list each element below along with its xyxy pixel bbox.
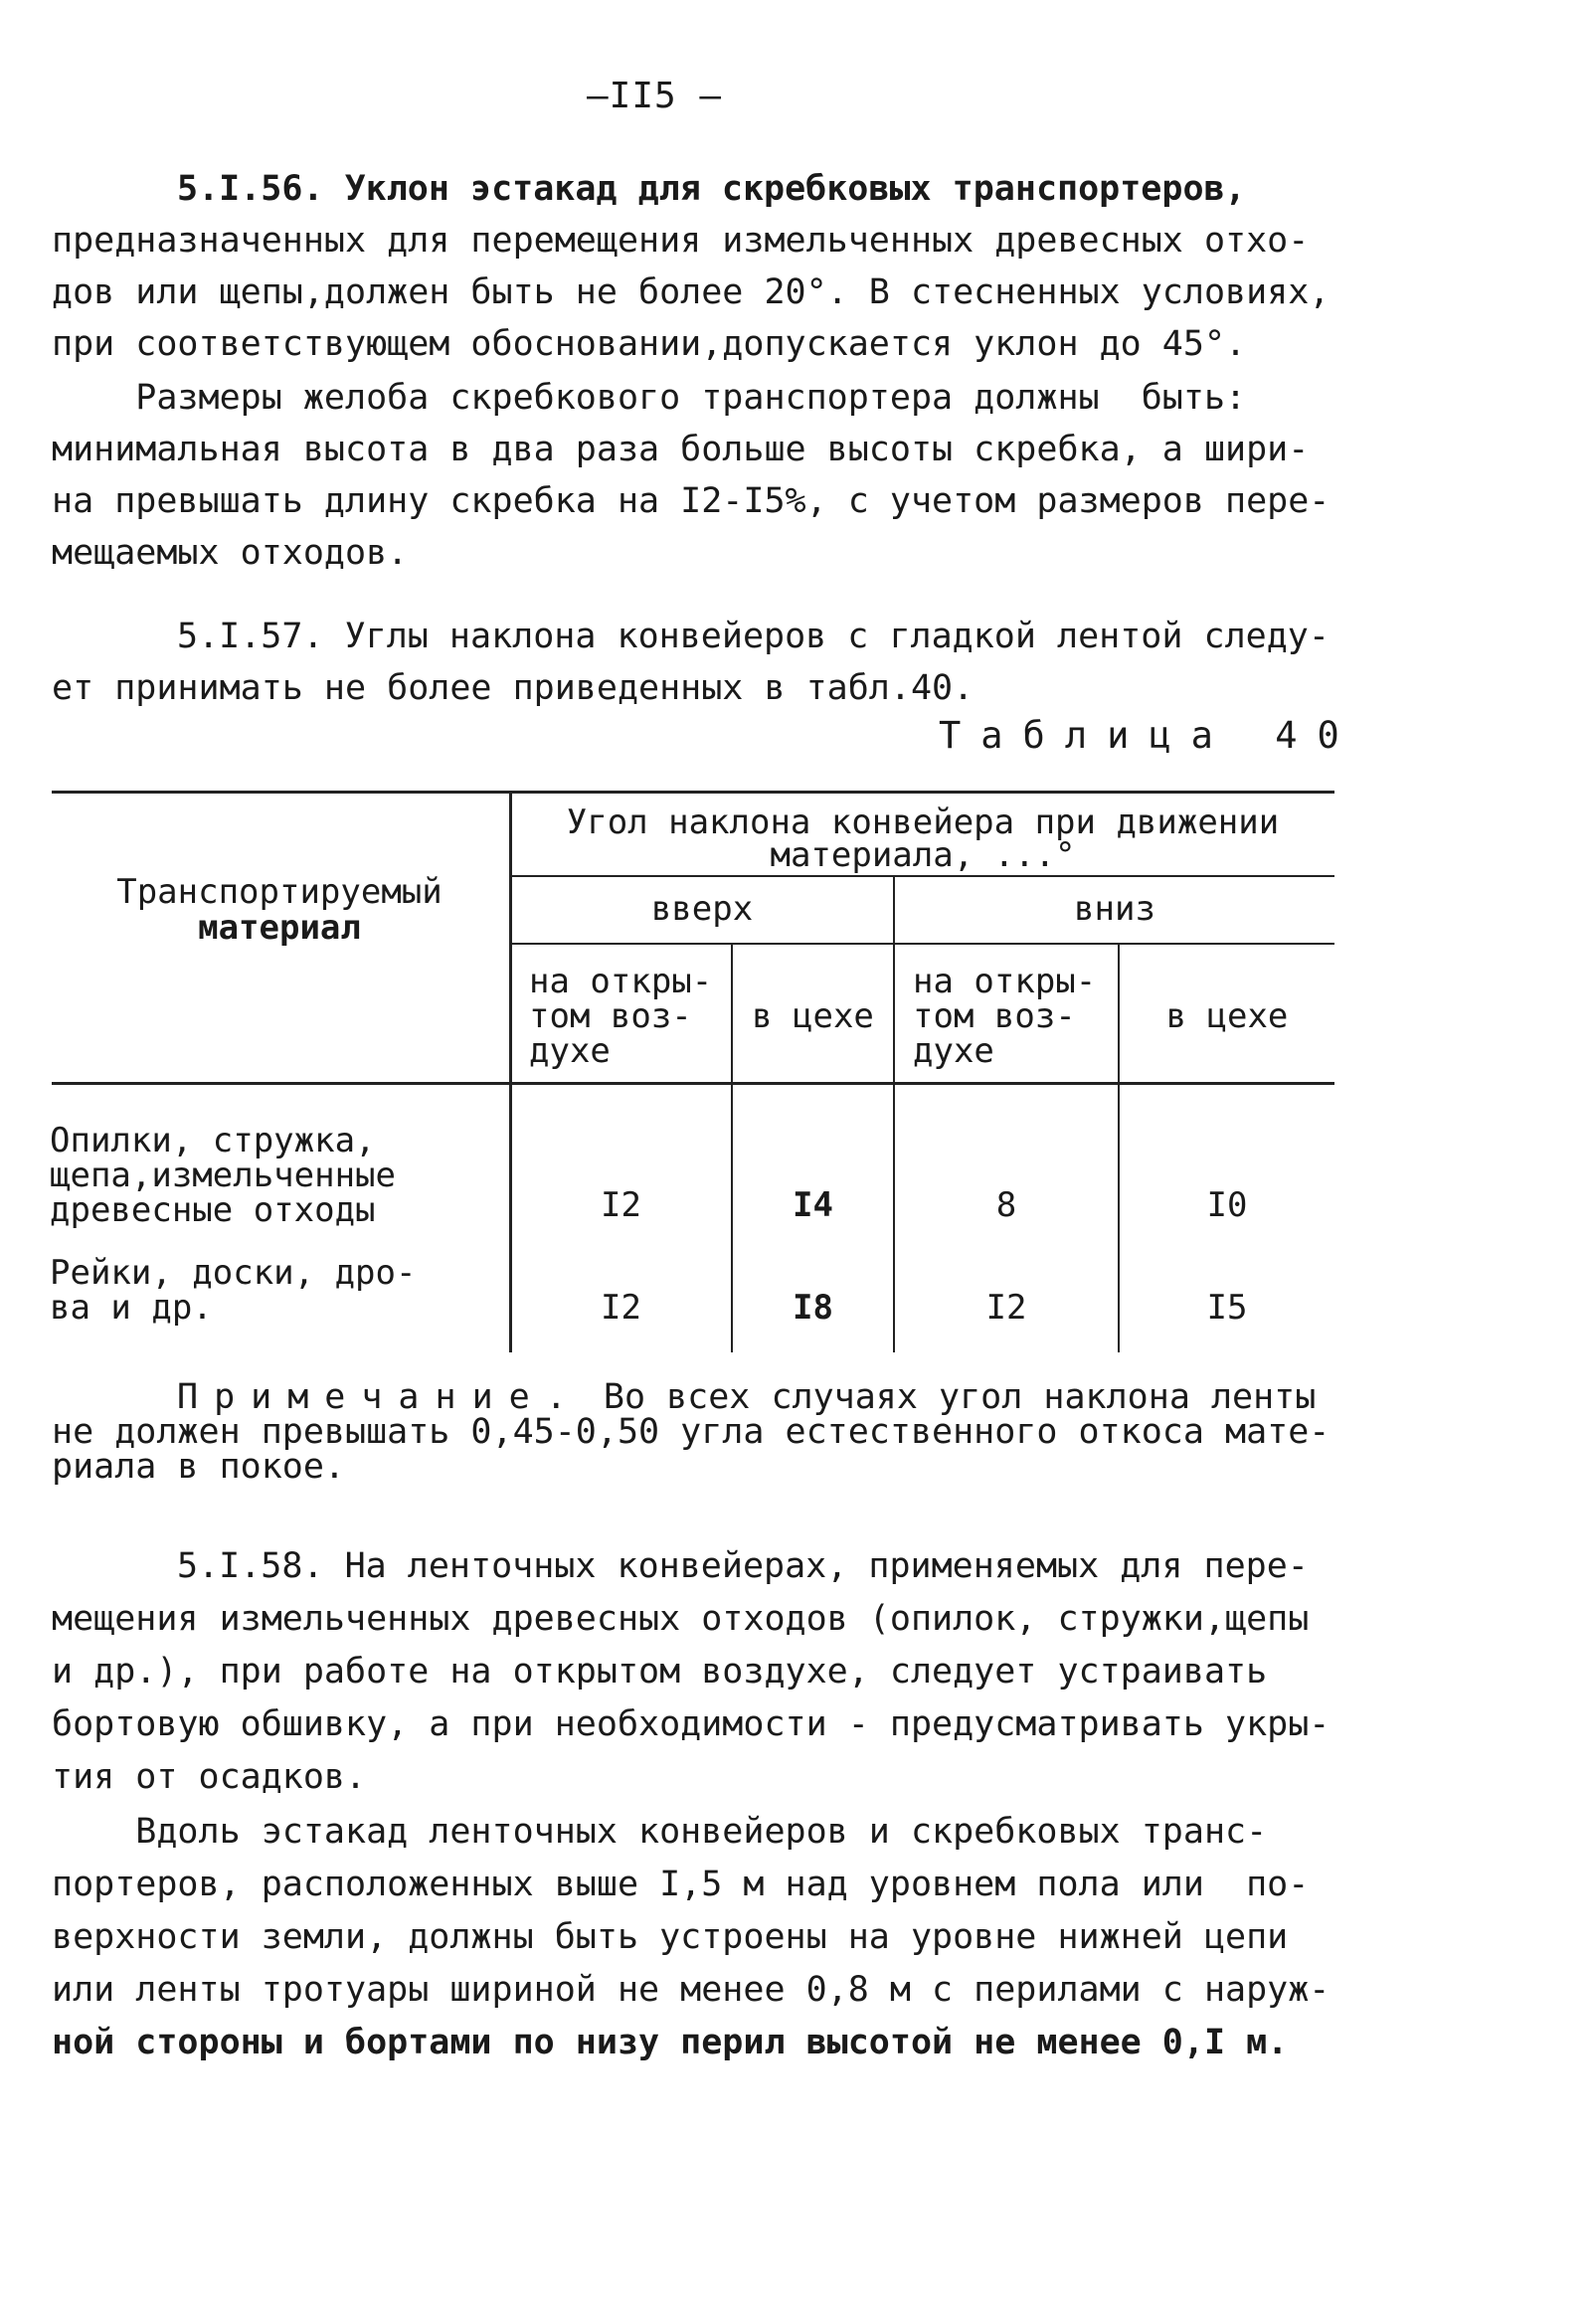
row-up-indoor: I8 xyxy=(793,1288,833,1328)
row-material: древесные отходы xyxy=(50,1190,376,1230)
table-rule xyxy=(511,943,1334,945)
row-down-indoor: I0 xyxy=(1206,1185,1248,1225)
header-up: вверх xyxy=(650,889,754,929)
row-up-outdoor: I2 xyxy=(601,1185,641,1225)
paragraph-line: минимальная высота в два раза больше высоты скребка, а шири- xyxy=(52,430,1310,469)
paragraph-line: ет принимать не более приведенных в табл.40. xyxy=(52,668,975,708)
note-line xyxy=(177,1377,1316,1417)
header-down: вниз xyxy=(1074,889,1155,929)
header-angle: Угол наклона конвейера при движении xyxy=(566,802,1280,842)
paragraph-line: на превышать длину скребка на I2-I5%, с учетом размеров пере- xyxy=(52,481,1330,521)
note-line: не должен превышать 0,45-0,50 угла естественного откоса мате- xyxy=(52,1412,1330,1452)
row-material: Рейки, доски, дро- xyxy=(50,1253,417,1293)
paragraph-line: мещения измельченных древесных отходов (опилок, стружки,щепы xyxy=(52,1599,1310,1639)
subheader-up-indoor: в цехе xyxy=(752,996,874,1036)
paragraph-line: 5.I.58. На ленточных конвейерах, применяемых для пере- xyxy=(177,1546,1309,1586)
page-number: —II5 — xyxy=(587,76,723,116)
paragraph-line: мещаемых отходов. xyxy=(52,533,409,573)
table-vrule xyxy=(893,875,895,1352)
table-caption: Таблица 40 xyxy=(939,714,1359,757)
paragraph-line: при соответствующем обосновании,допускается уклон до 45°. xyxy=(52,324,1247,364)
row-down-indoor: I5 xyxy=(1206,1288,1248,1328)
paragraph-line: верхности земли, должны быть устроены на уровне нижней цепи xyxy=(52,1917,1289,1957)
header-material: Транспортируемый xyxy=(116,872,443,912)
row-material: ва и др. xyxy=(50,1288,213,1328)
table-top-rule xyxy=(52,791,1334,794)
row-up-indoor: I4 xyxy=(793,1185,833,1225)
row-material: щепа,измельченные xyxy=(50,1156,396,1195)
table-vrule xyxy=(509,791,512,1352)
paragraph-line: 5.I.56. Уклон эстакад для скребковых транспортеров, xyxy=(177,169,1246,209)
subheader-up-outdoor: духе xyxy=(529,1031,611,1071)
paragraph-line: или ленты тротуары шириной не менее 0,8 м с перилами с наруж- xyxy=(52,1970,1330,2010)
header-material: материал xyxy=(198,908,361,948)
table-header-rule xyxy=(52,1082,1334,1085)
paragraph-line: и др.), при работе на открытом воздухе, следует устраивать xyxy=(52,1652,1268,1692)
subheader-up-outdoor: том воз- xyxy=(529,996,692,1036)
subheader-up-outdoor: на откры- xyxy=(529,962,713,1001)
row-material: Опилки, стружка, xyxy=(50,1121,376,1160)
note-line: риала в покое. xyxy=(52,1447,346,1487)
subheader-down-outdoor: том воз- xyxy=(913,996,1076,1036)
paragraph-line: портеров, расположенных выше I,5 м над уровнем пола или по- xyxy=(52,1865,1310,1904)
paragraph-line: Размеры желоба скребкового транспортера должны быть: xyxy=(52,378,1247,418)
table-rule xyxy=(511,875,1334,877)
paragraph-line: бортовую обшивку, а при необходимости - предусматривать укры- xyxy=(52,1704,1330,1744)
subheader-down-indoor: в цехе xyxy=(1165,996,1289,1036)
paragraph-line: дов или щепы,должен быть не более 20°. В стесненных условиях, xyxy=(52,272,1330,312)
note-text: Во всех случаях угол наклона ленты xyxy=(603,1377,1317,1417)
note-label: Примечание. xyxy=(177,1377,583,1417)
header-angle: материала, ...° xyxy=(770,835,1076,875)
subheader-down-outdoor: духе xyxy=(913,1031,994,1071)
paragraph-line: предназначенных для перемещения измельченных древесных отхо- xyxy=(52,221,1310,261)
row-up-outdoor: I2 xyxy=(601,1288,641,1328)
paragraph-line: ной стороны и бортами по низу перил высотой не менее 0,I м. xyxy=(52,2023,1289,2062)
paragraph-line: 5.I.57. Углы наклона конвейеров с гладкой лентой следу- xyxy=(177,617,1330,656)
row-down-outdoor: I2 xyxy=(985,1288,1027,1328)
row-down-outdoor: 8 xyxy=(995,1185,1017,1225)
paragraph-line: Вдоль эстакад ленточных конвейеров и скребковых транс- xyxy=(52,1812,1268,1852)
paragraph-line: тия от осадков. xyxy=(52,1757,367,1797)
subheader-down-outdoor: на откры- xyxy=(913,962,1097,1001)
